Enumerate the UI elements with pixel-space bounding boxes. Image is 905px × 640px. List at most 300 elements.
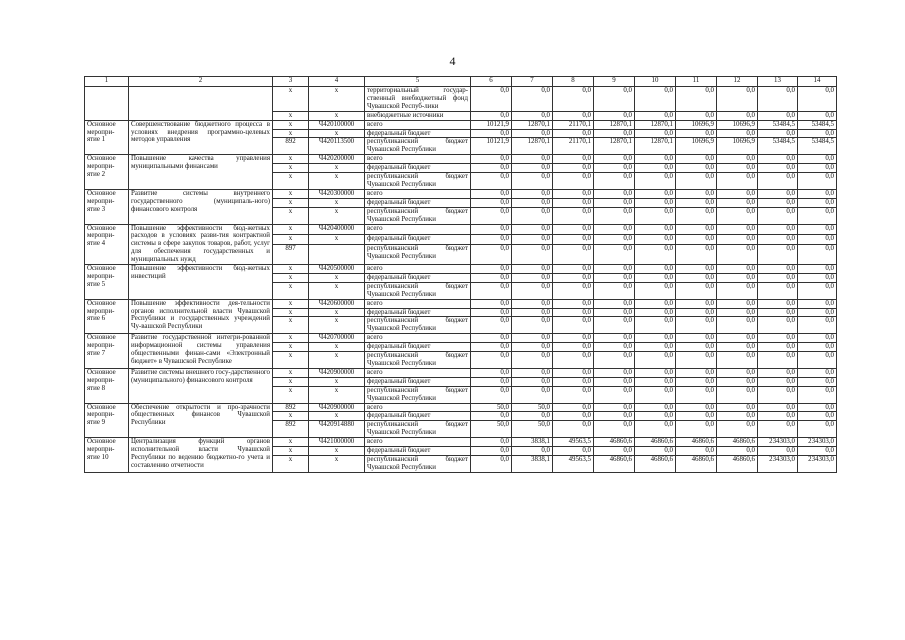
amount-cell: 0,0 <box>471 308 512 317</box>
amount-cell: 0,0 <box>471 224 512 234</box>
amount-cell: 0,0 <box>635 207 676 224</box>
amount-cell: 0,0 <box>553 412 594 421</box>
amount-cell: 0,0 <box>798 234 837 244</box>
amount-cell: 0,0 <box>512 377 553 386</box>
amount-cell: 0,0 <box>553 224 594 234</box>
event-status-cell: Основное меропри-ятие 8 <box>85 368 129 403</box>
amount-cell: 0,0 <box>471 317 512 334</box>
status-code-cell: 892 <box>273 421 309 438</box>
amount-cell: 53484,5 <box>758 138 798 155</box>
funding-source-cell: республиканский бюджет Чувашской Республики <box>365 173 471 190</box>
amount-cell: 0,0 <box>758 343 798 352</box>
status-code-cell: x <box>273 352 309 369</box>
funding-source-cell: всего <box>365 368 471 377</box>
funding-source-cell: республиканский бюджет Чувашской Республики <box>365 282 471 299</box>
amount-cell: 0,0 <box>553 368 594 377</box>
table-row <box>85 299 837 308</box>
funding-source-cell: всего <box>365 120 471 129</box>
amount-cell: 0,0 <box>471 368 512 377</box>
amount-cell: 0,0 <box>594 111 635 120</box>
budget-classification-code-cell: x <box>309 87 365 112</box>
funding-source-cell: федеральный бюджет <box>365 377 471 386</box>
funding-source-cell: всего <box>365 438 471 447</box>
amount-cell: 0,0 <box>635 189 676 198</box>
amount-cell: 0,0 <box>676 377 717 386</box>
budget-classification-code-cell: x <box>309 343 365 352</box>
amount-cell: 0,0 <box>635 386 676 403</box>
column-number-3: 3 <box>273 77 309 87</box>
amount-cell: 46860,6 <box>676 438 717 447</box>
amount-cell: 53484,5 <box>798 138 837 155</box>
amount-cell: 0,0 <box>635 403 676 412</box>
funding-source-cell: федеральный бюджет <box>365 164 471 173</box>
amount-cell: 0,0 <box>798 334 837 343</box>
amount-cell: 0,0 <box>676 403 717 412</box>
column-number-4: 4 <box>309 77 365 87</box>
amount-cell: 0,0 <box>553 352 594 369</box>
amount-cell: 0,0 <box>512 299 553 308</box>
amount-cell: 0,0 <box>717 129 758 138</box>
status-code-cell: x <box>273 173 309 190</box>
budget-classification-code-cell: Ч420914880 <box>309 421 365 438</box>
amount-cell: 0,0 <box>676 234 717 244</box>
amount-cell: 0,0 <box>676 334 717 343</box>
amount-cell: 0,0 <box>717 207 758 224</box>
column-number-13: 13 <box>758 77 798 87</box>
amount-cell: 0,0 <box>717 386 758 403</box>
amount-cell: 0,0 <box>798 299 837 308</box>
funding-source-cell: республиканский бюджет Чувашской Республики <box>365 455 471 472</box>
amount-cell: 0,0 <box>471 198 512 207</box>
amount-cell: 0,0 <box>676 343 717 352</box>
funding-source-cell: республиканский бюджет Чувашской Республики <box>365 421 471 438</box>
amount-cell: 0,0 <box>798 282 837 299</box>
amount-cell: 0,0 <box>594 198 635 207</box>
amount-cell: 0,0 <box>717 282 758 299</box>
amount-cell: 0,0 <box>553 317 594 334</box>
amount-cell: 0,0 <box>594 403 635 412</box>
status-code-cell: x <box>273 308 309 317</box>
amount-cell: 0,0 <box>717 377 758 386</box>
amount-cell: 0,0 <box>471 412 512 421</box>
budget-classification-code-cell: x <box>309 447 365 456</box>
amount-cell: 12870,1 <box>594 138 635 155</box>
amount-cell: 0,0 <box>635 412 676 421</box>
amount-cell: 50,0 <box>471 403 512 412</box>
event-status-cell: Основное меропри-ятие 7 <box>85 334 129 369</box>
status-code-cell: x <box>273 265 309 274</box>
column-number-9: 9 <box>594 77 635 87</box>
budget-classification-code-cell: x <box>309 234 365 244</box>
column-number-7: 7 <box>512 77 553 87</box>
amount-cell: 0,0 <box>512 189 553 198</box>
status-code-cell: x <box>273 87 309 112</box>
amount-cell: 0,0 <box>471 352 512 369</box>
amount-cell: 0,0 <box>635 224 676 234</box>
amount-cell: 0,0 <box>676 198 717 207</box>
table-row <box>85 334 837 343</box>
budget-classification-code-cell: x <box>309 386 365 403</box>
status-code-cell: x <box>273 368 309 377</box>
event-status-cell: Основное меропри-ятие 1 <box>85 120 129 155</box>
amount-cell: 0,0 <box>717 245 758 265</box>
amount-cell: 0,0 <box>553 273 594 282</box>
amount-cell: 0,0 <box>512 245 553 265</box>
amount-cell: 234303,0 <box>798 455 837 472</box>
amount-cell: 0,0 <box>717 421 758 438</box>
amount-cell: 0,0 <box>512 265 553 274</box>
amount-cell: 0,0 <box>594 334 635 343</box>
amount-cell: 0,0 <box>717 198 758 207</box>
amount-cell: 0,0 <box>798 412 837 421</box>
amount-cell: 0,0 <box>635 282 676 299</box>
status-code-cell: 897 <box>273 245 309 265</box>
amount-cell: 0,0 <box>553 421 594 438</box>
amount-cell: 0,0 <box>553 189 594 198</box>
amount-cell: 0,0 <box>471 155 512 164</box>
amount-cell: 0,0 <box>635 299 676 308</box>
status-code-cell: x <box>273 299 309 308</box>
budget-table <box>84 76 837 473</box>
column-number-1: 1 <box>85 77 129 87</box>
amount-cell: 0,0 <box>717 412 758 421</box>
budget-classification-code-cell: Ч420200000 <box>309 155 365 164</box>
event-status-cell: Основное меропри-ятие 4 <box>85 224 129 265</box>
amount-cell: 10696,9 <box>676 138 717 155</box>
amount-cell: 49563,5 <box>553 438 594 447</box>
event-status-cell: Основное меропри-ятие 3 <box>85 189 129 224</box>
amount-cell: 0,0 <box>717 273 758 282</box>
amount-cell: 0,0 <box>553 155 594 164</box>
amount-cell: 0,0 <box>512 155 553 164</box>
amount-cell: 0,0 <box>676 299 717 308</box>
amount-cell: 0,0 <box>758 352 798 369</box>
amount-cell: 0,0 <box>717 111 758 120</box>
budget-classification-code-cell: x <box>309 455 365 472</box>
amount-cell: 0,0 <box>594 87 635 112</box>
amount-cell: 0,0 <box>676 386 717 403</box>
amount-cell: 0,0 <box>758 111 798 120</box>
amount-cell: 0,0 <box>635 273 676 282</box>
table-row <box>85 438 837 447</box>
amount-cell: 0,0 <box>758 155 798 164</box>
amount-cell: 0,0 <box>717 299 758 308</box>
amount-cell: 46860,6 <box>676 455 717 472</box>
amount-cell: 0,0 <box>512 343 553 352</box>
funding-source-cell: федеральный бюджет <box>365 343 471 352</box>
amount-cell: 0,0 <box>594 386 635 403</box>
amount-cell: 0,0 <box>594 265 635 274</box>
amount-cell: 0,0 <box>676 207 717 224</box>
name-cell-empty <box>129 87 273 121</box>
amount-cell: 0,0 <box>512 317 553 334</box>
amount-cell: 0,0 <box>512 173 553 190</box>
status-code-cell: x <box>273 273 309 282</box>
amount-cell: 0,0 <box>512 87 553 112</box>
amount-cell: 0,0 <box>635 198 676 207</box>
funding-source-cell: республиканский бюджет Чувашской Республики <box>365 352 471 369</box>
amount-cell: 0,0 <box>635 317 676 334</box>
amount-cell: 0,0 <box>798 368 837 377</box>
amount-cell: 0,0 <box>512 198 553 207</box>
event-name-cell: Централизация функций органов исполнительной власти Чувашской Республики по ведению бюджетно-го учета и составлению отчетности <box>129 438 273 473</box>
amount-cell: 0,0 <box>471 129 512 138</box>
amount-cell: 0,0 <box>635 245 676 265</box>
amount-cell: 0,0 <box>717 317 758 334</box>
amount-cell: 0,0 <box>553 377 594 386</box>
amount-cell: 50,0 <box>471 421 512 438</box>
amount-cell: 0,0 <box>758 377 798 386</box>
column-number-6: 6 <box>471 77 512 87</box>
status-code-cell: x <box>273 447 309 456</box>
funding-source-cell: всего <box>365 403 471 412</box>
budget-classification-code-cell: x <box>309 164 365 173</box>
amount-cell: 46860,6 <box>717 438 758 447</box>
column-number-2: 2 <box>129 77 273 87</box>
event-name-cell: Развитие системы внешнего госу-дарственного (муниципального) финансового контроля <box>129 368 273 403</box>
funding-source-cell: всего <box>365 265 471 274</box>
funding-source-cell: всего <box>365 299 471 308</box>
amount-cell: 0,0 <box>758 234 798 244</box>
amount-cell: 50,0 <box>512 421 553 438</box>
status-code-cell: x <box>273 224 309 234</box>
budget-classification-code-cell: x <box>309 173 365 190</box>
amount-cell: 0,0 <box>553 282 594 299</box>
page-number: 4 <box>449 54 456 68</box>
amount-cell: 0,0 <box>594 377 635 386</box>
amount-cell: 0,0 <box>676 111 717 120</box>
amount-cell: 0,0 <box>798 308 837 317</box>
amount-cell: 0,0 <box>717 368 758 377</box>
amount-cell: 0,0 <box>635 421 676 438</box>
amount-cell: 46860,6 <box>717 455 758 472</box>
amount-cell: 0,0 <box>717 224 758 234</box>
amount-cell: 10696,9 <box>676 120 717 129</box>
amount-cell: 0,0 <box>471 189 512 198</box>
status-code-cell: x <box>273 207 309 224</box>
amount-cell: 0,0 <box>798 421 837 438</box>
amount-cell: 0,0 <box>758 403 798 412</box>
funding-source-cell: всего <box>365 334 471 343</box>
amount-cell: 0,0 <box>717 352 758 369</box>
amount-cell: 0,0 <box>512 164 553 173</box>
budget-classification-code-cell: Ч420900000 <box>309 403 365 412</box>
amount-cell: 0,0 <box>512 234 553 244</box>
status-code-cell: x <box>273 198 309 207</box>
event-status-cell: Основное меропри-ятие 10 <box>85 438 129 473</box>
amount-cell: 3838,1 <box>512 455 553 472</box>
amount-cell: 0,0 <box>594 352 635 369</box>
event-status-cell: Основное меропри-ятие 2 <box>85 155 129 190</box>
event-name-cell: Развитие системы внутреннего государственного (муниципаль-ного) финансового контроля <box>129 189 273 224</box>
amount-cell: 0,0 <box>553 334 594 343</box>
amount-cell: 0,0 <box>553 87 594 112</box>
event-name-cell: Повышение эффективности дея-тельности органов исполнительной власти Чувашской Республики и государственных учреждений Чу-вашской Республики <box>129 299 273 334</box>
amount-cell: 0,0 <box>471 455 512 472</box>
amount-cell: 0,0 <box>553 234 594 244</box>
budget-classification-code-cell: x <box>309 282 365 299</box>
funding-source-cell: всего <box>365 155 471 164</box>
event-name-cell: Повышение эффективности бюд-жетных расходов в условиях разви-тия контрактной системы в сфере закупок товаров, работ, услуг для обеспечения государственных и муниципальных нужд <box>129 224 273 265</box>
funding-source-cell: республиканский бюджет Чувашской Республики <box>365 138 471 155</box>
amount-cell: 0,0 <box>676 352 717 369</box>
status-code-cell: x <box>273 343 309 352</box>
amount-cell: 0,0 <box>798 403 837 412</box>
funding-source-cell: федеральный бюджет <box>365 412 471 421</box>
amount-cell: 0,0 <box>471 273 512 282</box>
amount-cell: 10121,9 <box>471 120 512 129</box>
status-code-cell: x <box>273 377 309 386</box>
amount-cell: 0,0 <box>594 273 635 282</box>
budget-classification-code-cell: Ч420113500 <box>309 138 365 155</box>
amount-cell: 0,0 <box>635 447 676 456</box>
table-row <box>85 87 837 112</box>
budget-classification-code-cell <box>309 245 365 265</box>
amount-cell: 0,0 <box>635 352 676 369</box>
amount-cell: 0,0 <box>512 368 553 377</box>
amount-cell: 0,0 <box>798 245 837 265</box>
status-code-cell: x <box>273 164 309 173</box>
budget-classification-code-cell: x <box>309 198 365 207</box>
amount-cell: 0,0 <box>798 265 837 274</box>
amount-cell: 0,0 <box>553 198 594 207</box>
status-code-cell: x <box>273 120 309 129</box>
amount-cell: 0,0 <box>471 265 512 274</box>
amount-cell: 0,0 <box>758 87 798 112</box>
amount-cell: 0,0 <box>758 447 798 456</box>
status-code-cell: x <box>273 317 309 334</box>
amount-cell: 0,0 <box>676 273 717 282</box>
amount-cell: 0,0 <box>553 447 594 456</box>
funding-source-cell: федеральный бюджет <box>365 447 471 456</box>
amount-cell: 0,0 <box>635 129 676 138</box>
amount-cell: 0,0 <box>758 273 798 282</box>
amount-cell: 0,0 <box>676 189 717 198</box>
amount-cell: 0,0 <box>635 334 676 343</box>
amount-cell: 0,0 <box>553 386 594 403</box>
amount-cell: 0,0 <box>594 299 635 308</box>
amount-cell: 0,0 <box>717 403 758 412</box>
amount-cell: 46860,6 <box>594 455 635 472</box>
budget-classification-code-cell: x <box>309 129 365 138</box>
amount-cell: 0,0 <box>553 207 594 224</box>
amount-cell: 0,0 <box>717 447 758 456</box>
status-code-cell: 892 <box>273 138 309 155</box>
amount-cell: 0,0 <box>635 308 676 317</box>
amount-cell: 53484,5 <box>798 120 837 129</box>
table-row <box>85 120 837 129</box>
amount-cell: 0,0 <box>635 164 676 173</box>
amount-cell: 0,0 <box>717 265 758 274</box>
amount-cell: 0,0 <box>471 245 512 265</box>
amount-cell: 0,0 <box>717 308 758 317</box>
table-row <box>85 189 837 198</box>
amount-cell: 0,0 <box>758 198 798 207</box>
event-name-cell: Повышение эффективности бюд-жетных инвестиций <box>129 265 273 300</box>
amount-cell: 0,0 <box>635 155 676 164</box>
amount-cell: 0,0 <box>553 111 594 120</box>
amount-cell: 10696,9 <box>717 138 758 155</box>
funding-source-cell: республиканский бюджет Чувашской Республики <box>365 245 471 265</box>
amount-cell: 0,0 <box>676 412 717 421</box>
amount-cell: 0,0 <box>553 299 594 308</box>
amount-cell: 0,0 <box>798 87 837 112</box>
table-row <box>85 224 837 234</box>
amount-cell: 3838,1 <box>512 438 553 447</box>
amount-cell: 0,0 <box>635 377 676 386</box>
amount-cell: 0,0 <box>758 368 798 377</box>
amount-cell: 0,0 <box>512 386 553 403</box>
amount-cell: 0,0 <box>471 207 512 224</box>
amount-cell: 0,0 <box>594 173 635 190</box>
amount-cell: 0,0 <box>553 265 594 274</box>
amount-cell: 0,0 <box>635 343 676 352</box>
amount-cell: 0,0 <box>512 224 553 234</box>
status-code-cell: 892 <box>273 403 309 412</box>
amount-cell: 0,0 <box>553 403 594 412</box>
column-number-5: 5 <box>365 77 471 87</box>
funding-source-cell: федеральный бюджет <box>365 198 471 207</box>
amount-cell: 0,0 <box>758 224 798 234</box>
column-number-11: 11 <box>676 77 717 87</box>
amount-cell: 0,0 <box>758 189 798 198</box>
amount-cell: 0,0 <box>758 317 798 334</box>
amount-cell: 234303,0 <box>758 455 798 472</box>
budget-classification-code-cell: Ч420600000 <box>309 299 365 308</box>
amount-cell: 0,0 <box>594 447 635 456</box>
amount-cell: 0,0 <box>553 343 594 352</box>
funding-source-cell: территориальный государ-ственный внебюджетный фонд Чувашской Респуб-лики <box>365 87 471 112</box>
amount-cell: 0,0 <box>798 207 837 224</box>
budget-classification-code-cell: x <box>309 273 365 282</box>
amount-cell: 0,0 <box>758 308 798 317</box>
amount-cell: 12870,1 <box>512 138 553 155</box>
amount-cell: 0,0 <box>717 189 758 198</box>
amount-cell: 0,0 <box>758 245 798 265</box>
column-number-12: 12 <box>717 77 758 87</box>
status-code-cell: x <box>273 282 309 299</box>
amount-cell: 0,0 <box>758 164 798 173</box>
table-row <box>85 368 837 377</box>
amount-cell: 0,0 <box>676 164 717 173</box>
amount-cell: 0,0 <box>758 282 798 299</box>
status-code-cell: x <box>273 111 309 120</box>
amount-cell: 0,0 <box>717 343 758 352</box>
amount-cell: 0,0 <box>553 245 594 265</box>
amount-cell: 0,0 <box>553 173 594 190</box>
status-code-cell: x <box>273 234 309 244</box>
amount-cell: 10121,9 <box>471 138 512 155</box>
amount-cell: 0,0 <box>471 282 512 299</box>
amount-cell: 46860,6 <box>635 455 676 472</box>
event-name-cell: Повышение качества управления муниципальными финансами <box>129 155 273 190</box>
event-name-cell: Совершенствование бюджетного процесса в условиях внедрения программно-целевых методов управления <box>129 120 273 155</box>
amount-cell: 12870,1 <box>635 120 676 129</box>
column-number-10: 10 <box>635 77 676 87</box>
amount-cell: 0,0 <box>471 447 512 456</box>
amount-cell: 0,0 <box>512 273 553 282</box>
amount-cell: 0,0 <box>594 412 635 421</box>
amount-cell: 0,0 <box>512 129 553 138</box>
amount-cell: 12870,1 <box>512 120 553 129</box>
funding-source-cell: федеральный бюджет <box>365 273 471 282</box>
amount-cell: 0,0 <box>594 368 635 377</box>
amount-cell: 0,0 <box>758 129 798 138</box>
amount-cell: 12870,1 <box>594 120 635 129</box>
amount-cell: 0,0 <box>798 273 837 282</box>
column-number-row <box>85 77 837 87</box>
amount-cell: 0,0 <box>471 438 512 447</box>
